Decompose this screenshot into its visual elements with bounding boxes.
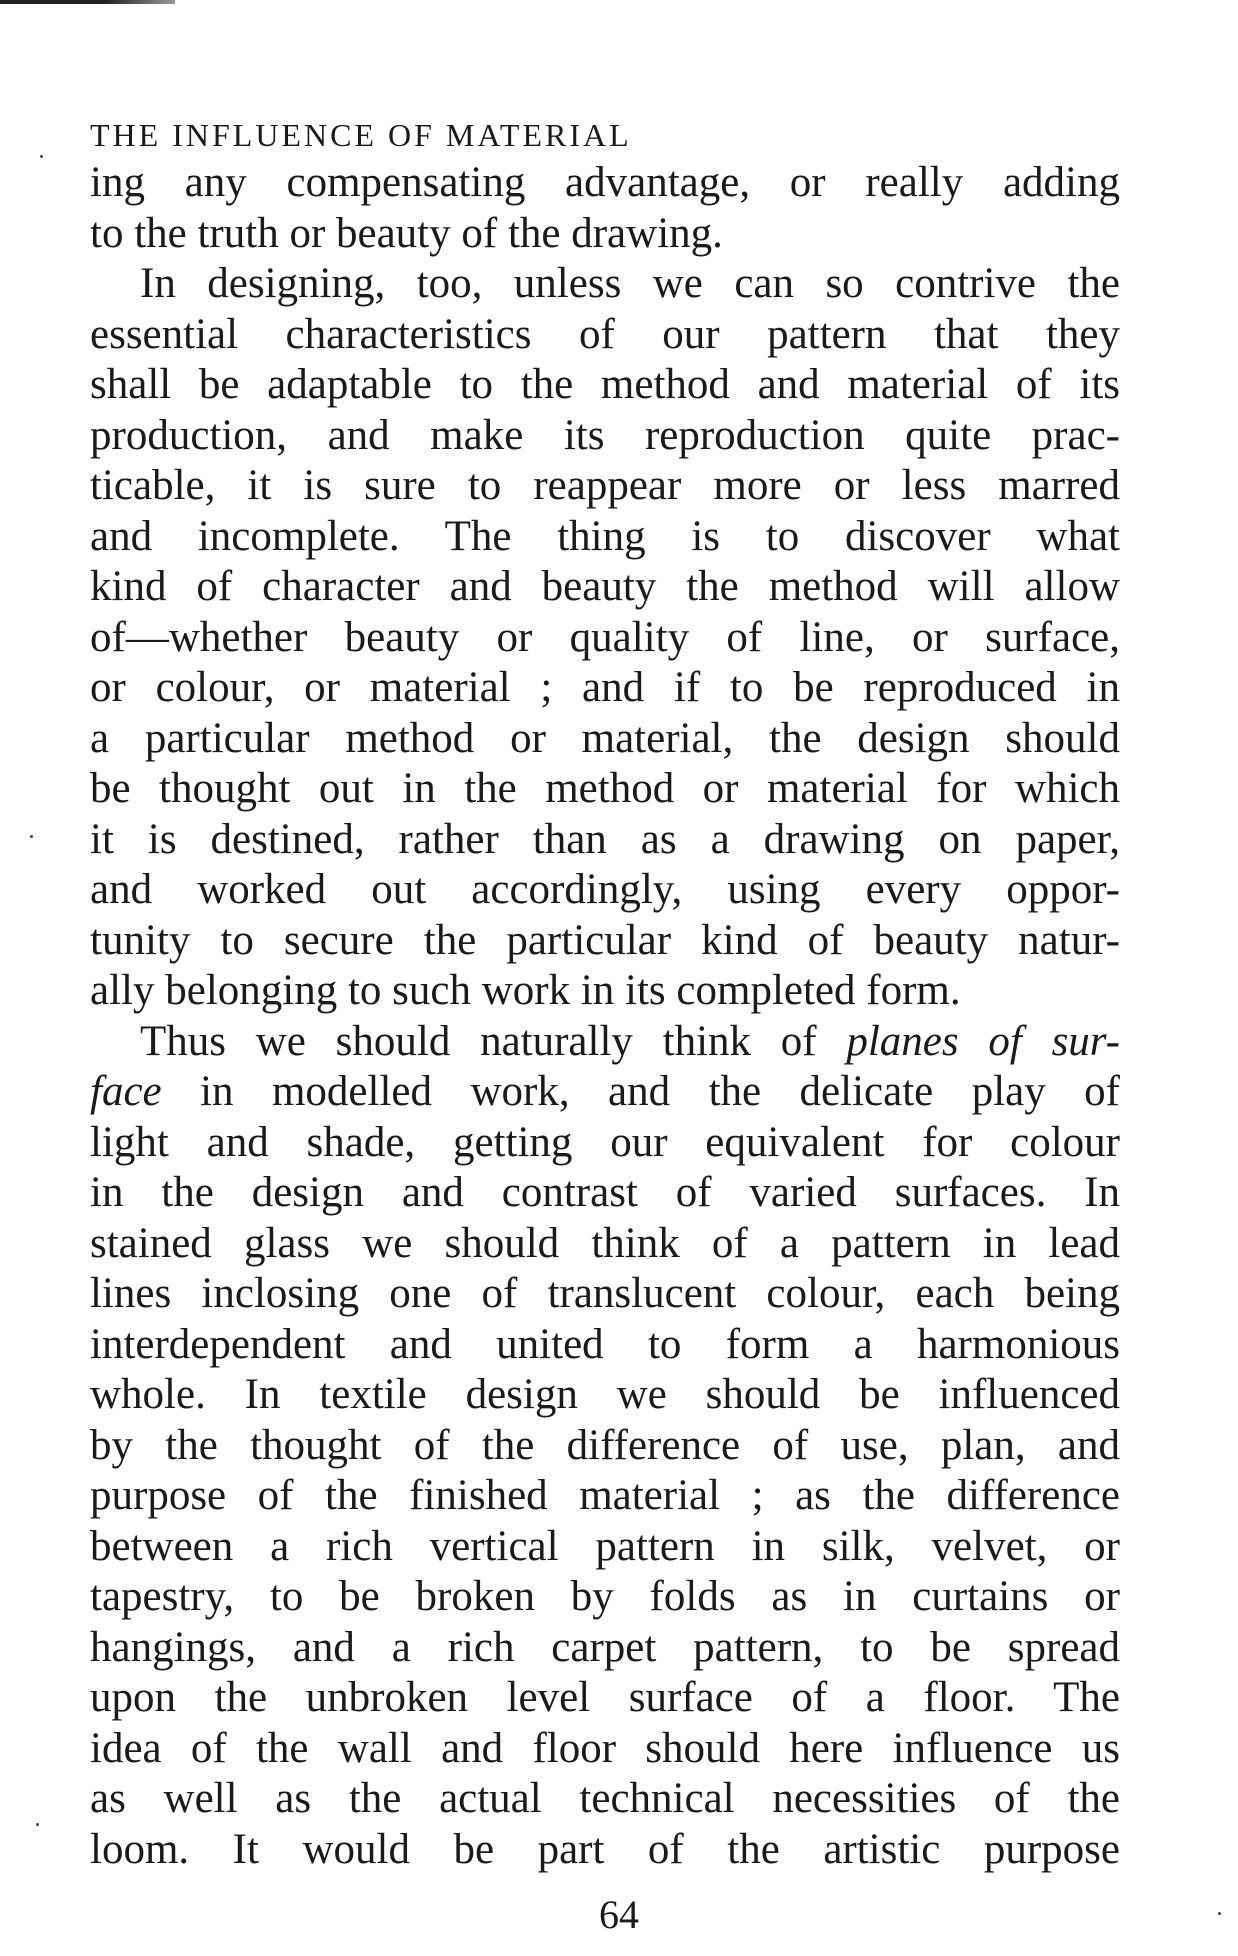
- text-line: [90, 1724, 1120, 1775]
- italic-phrase: planes of sur-: [846, 1017, 1120, 1065]
- line-text: between a rich vertical pattern in silk, velvet, or: [90, 1522, 1120, 1570]
- text-line: [90, 209, 1120, 260]
- line-text: a particular method or material, the design should: [90, 714, 1120, 762]
- scan-edge-mark: [0, 0, 175, 4]
- line-text: kind of character and beauty the method will allow: [90, 563, 1120, 610]
- text-line: [90, 815, 1120, 866]
- text-line: [90, 1168, 1120, 1219]
- text-line: [90, 360, 1120, 411]
- text-line: [90, 1774, 1120, 1825]
- text-line: [90, 1017, 1120, 1068]
- scan-speck: [30, 835, 33, 838]
- line-text: hangings, and a rich carpet pattern, to be spread: [90, 1623, 1120, 1671]
- text-line: [90, 1269, 1120, 1320]
- line-text: production, and make its reproduction quite prac-: [90, 411, 1120, 459]
- line-text: lines inclosing one of translucent colour, each being: [90, 1270, 1120, 1317]
- line-text: tunity to secure the particular kind of beauty natur-: [90, 916, 1120, 964]
- text-line: [90, 1825, 1120, 1876]
- line-text: tapestry, to be broken by folds as in curtains or: [90, 1573, 1120, 1620]
- line-text: shall be adaptable to the method and material of its: [90, 361, 1120, 408]
- scan-speck: [36, 1823, 39, 1826]
- line-text: interdependent and united to form a harmonious: [90, 1320, 1120, 1368]
- text-line: [90, 663, 1120, 714]
- text-line: [90, 562, 1120, 613]
- line-text: ing any compensating advantage, or really adding: [90, 159, 1120, 206]
- text-line: [90, 1471, 1120, 1522]
- line-text: by the thought of the difference of use, plan, and: [90, 1421, 1120, 1469]
- running-head: THE INFLUENCE OF MATERIAL: [90, 117, 632, 153]
- line-text: upon the unbroken level surface of a floor. The: [90, 1674, 1120, 1721]
- text-line: [90, 158, 1120, 209]
- text-line: [90, 1673, 1120, 1724]
- scan-speck: [40, 155, 43, 158]
- text-line: [90, 1320, 1120, 1371]
- text-line: [90, 461, 1120, 512]
- text-line: [90, 1370, 1120, 1421]
- line-text: to the truth or beauty of the drawing.: [90, 209, 723, 257]
- text-line: [90, 613, 1120, 664]
- line-text: purpose of the finished material ; as the difference: [90, 1472, 1120, 1519]
- text-line: [90, 411, 1120, 462]
- text-line: [90, 1421, 1120, 1472]
- italic-phrase: face: [90, 1068, 162, 1115]
- text-line: [90, 1067, 1120, 1118]
- text-line: [90, 1219, 1120, 1270]
- line-text: essential characteristics of our pattern that they: [90, 310, 1120, 358]
- text-line: [90, 714, 1120, 765]
- line-text: ally belonging to such work in its completed form.: [90, 967, 961, 1014]
- line-text: In designing, too, unless we can so contrive the: [140, 260, 1120, 307]
- line-text: of—whether beauty or quality of line, or surface,: [90, 613, 1120, 661]
- text-line: [90, 1623, 1120, 1674]
- line-text: in the design and contrast of varied surfaces. In: [90, 1169, 1120, 1216]
- text-line: [90, 512, 1120, 563]
- line-text: idea of the wall and floor should here influence us: [90, 1724, 1120, 1772]
- text-line: [90, 259, 1120, 310]
- text-line: [90, 1572, 1120, 1623]
- line-text: in modelled work, and the delicate play of: [161, 1068, 1120, 1115]
- line-text: stained glass we should think of a pattern in lead: [90, 1219, 1120, 1267]
- text-block: [90, 112, 1120, 1875]
- text-line: [90, 764, 1120, 815]
- line-text: loom. It would be part of the artistic purpose: [90, 1825, 1120, 1873]
- page-number: 64: [599, 1892, 639, 1937]
- text-line: [90, 916, 1120, 967]
- line-text: Thus we should naturally think of: [140, 1017, 847, 1065]
- line-text: and incomplete. The thing is to discover what: [90, 512, 1120, 560]
- line-text: whole. In textile design we should be influenced: [90, 1371, 1120, 1418]
- text-line: [90, 310, 1120, 361]
- line-text: ticable, it is sure to reappear more or less marred: [90, 462, 1120, 509]
- body-text: [90, 158, 1120, 1875]
- line-text: it is destined, rather than as a drawing on paper,: [90, 815, 1120, 863]
- text-line: [90, 1118, 1120, 1169]
- line-text: and worked out accordingly, using every oppor-: [90, 866, 1120, 913]
- text-line: [90, 966, 1120, 1017]
- text-line: [90, 1522, 1120, 1573]
- line-text: or colour, or material ; and if to be reproduced in: [90, 664, 1120, 711]
- text-line: [90, 865, 1120, 916]
- line-text: light and shade, getting our equivalent for colour: [90, 1118, 1120, 1166]
- line-text: be thought out in the method or material for which: [90, 765, 1120, 812]
- line-text: as well as the actual technical necessities of the: [90, 1775, 1120, 1822]
